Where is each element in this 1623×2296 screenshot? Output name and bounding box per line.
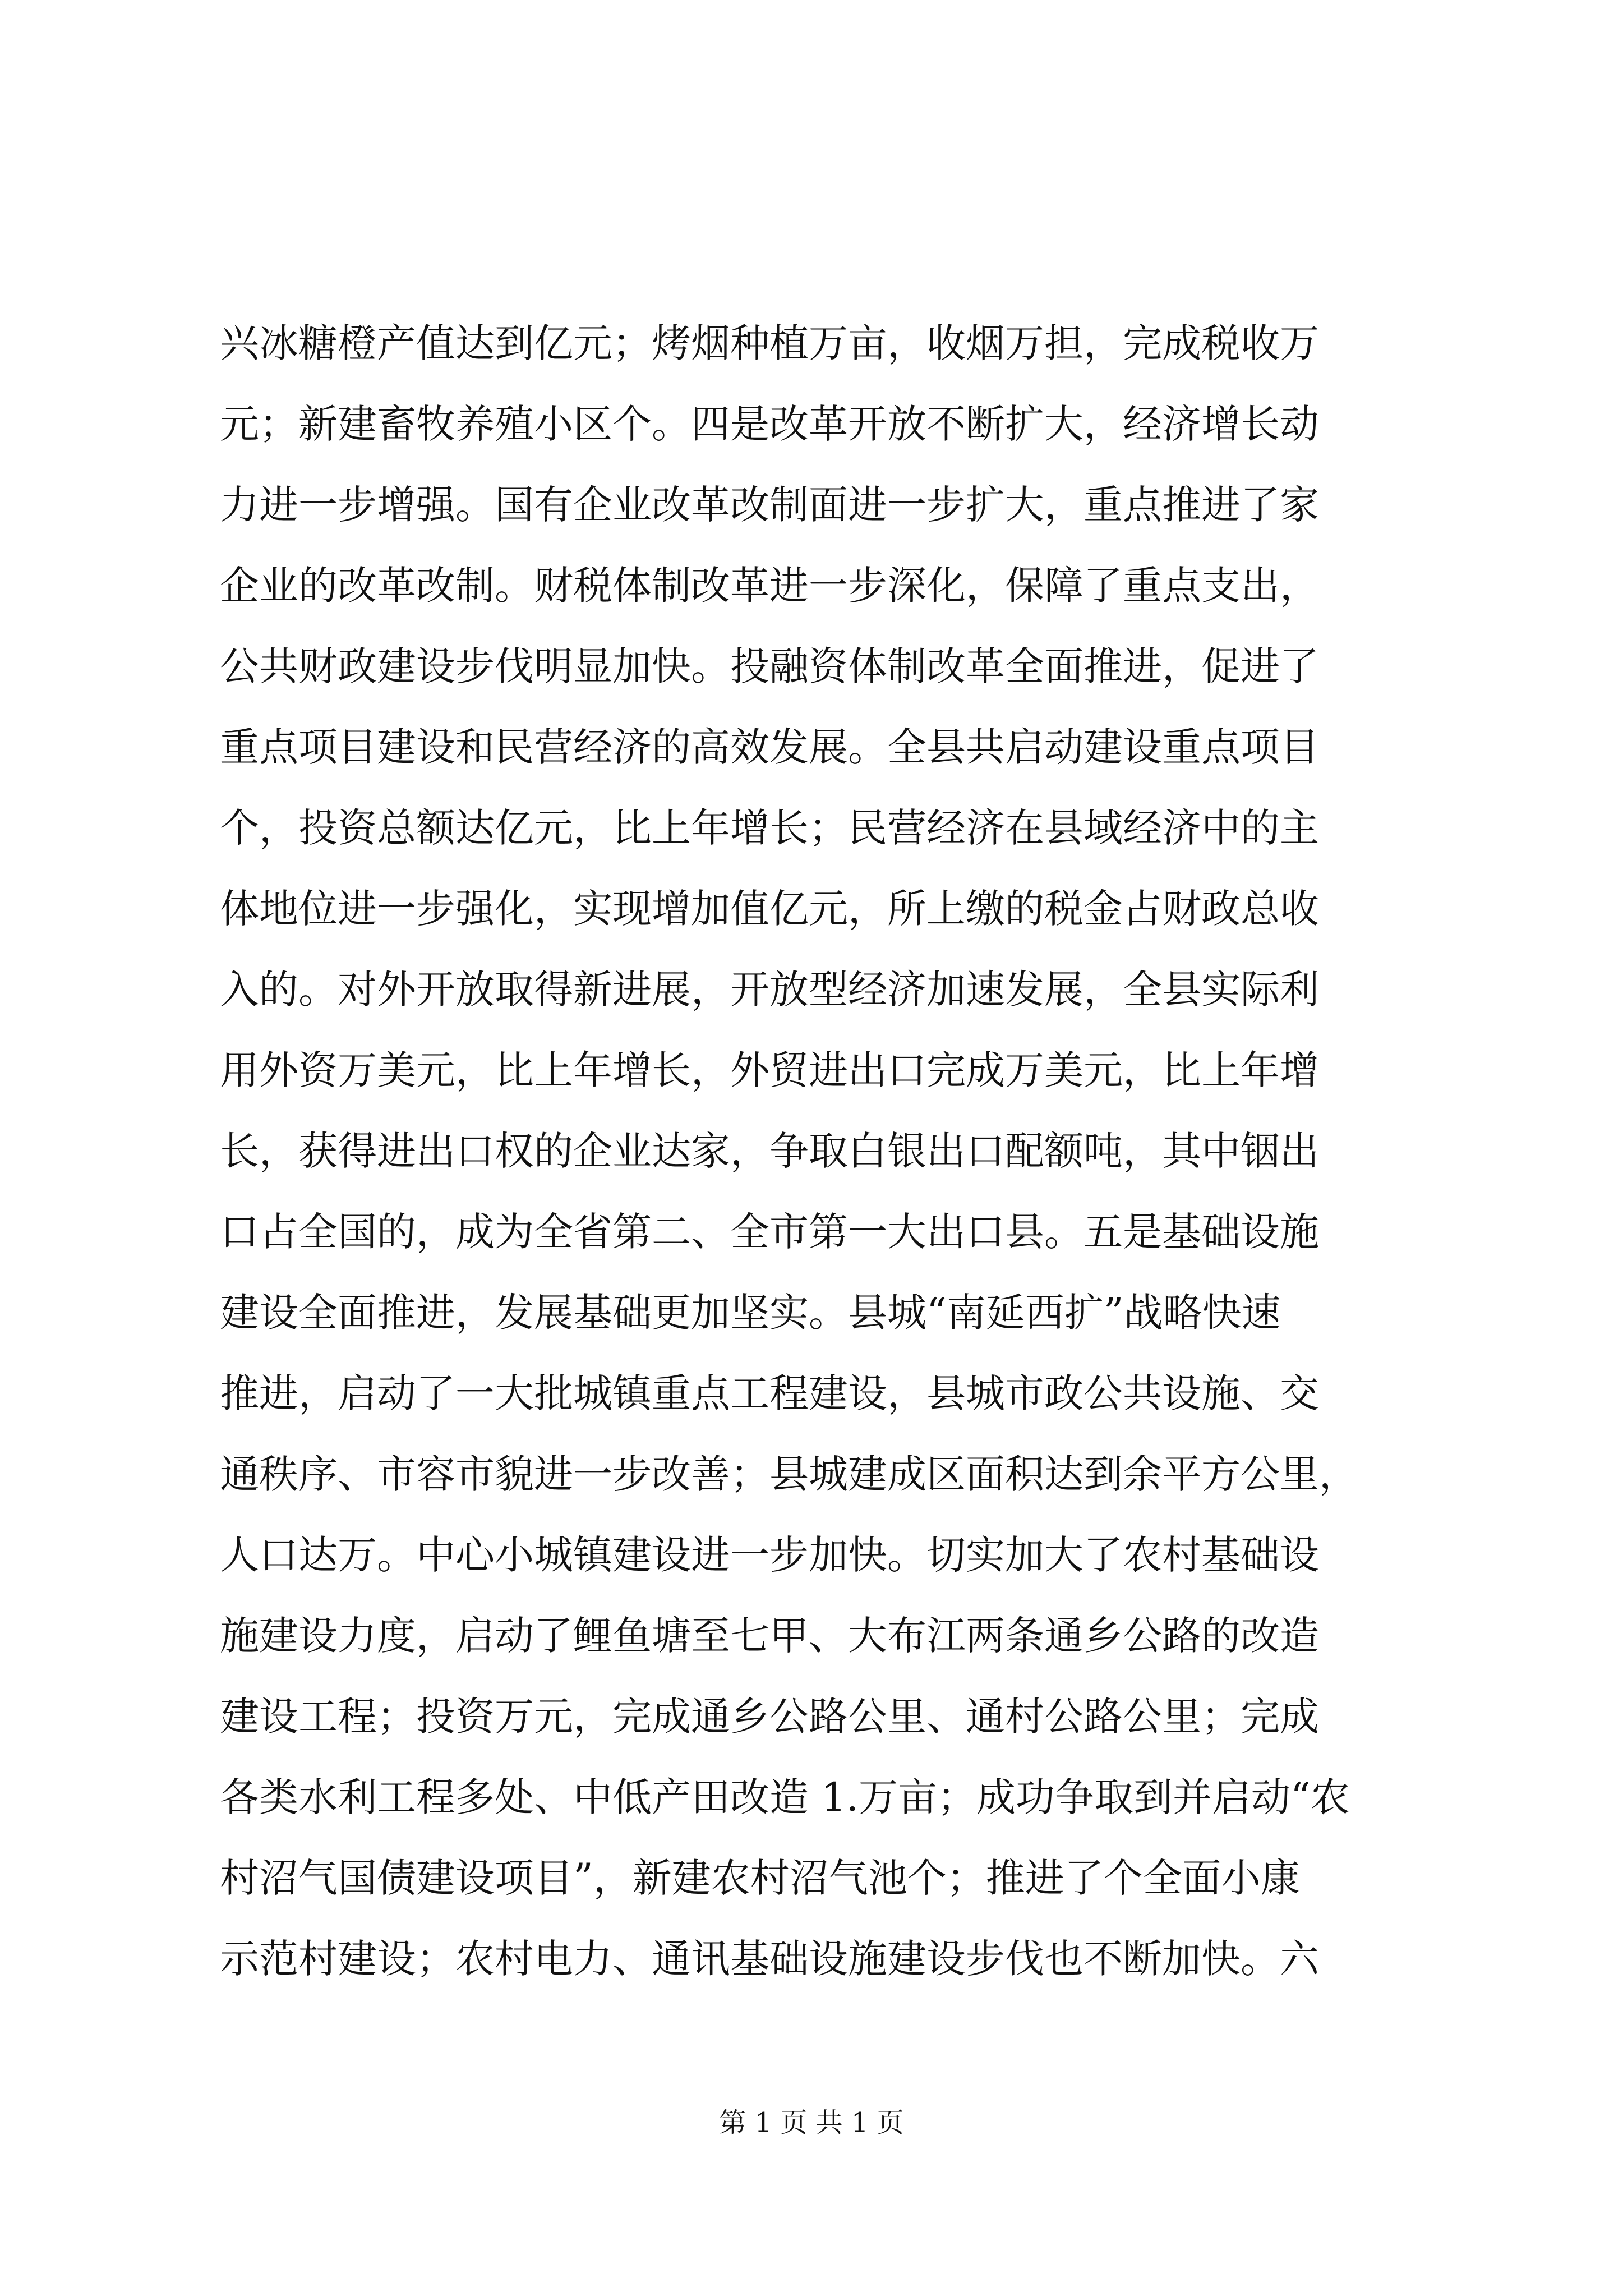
text-line: 企业的改革改制。财税体制改革进一步深化，保障了重点支出， — [220, 563, 1319, 609]
body-text — [220, 303, 1459, 1999]
text-line: 人口达万。中心小城镇建设进一步加快。切实加大了农村基础设 — [220, 1532, 1319, 1578]
text-line: 公共财政建设步伐明显加快。投融资体制改革全面推进，促进了 — [220, 643, 1319, 689]
text-line: 个，投资总额达亿元，比上年增长；民营经济在县域经济中的主 — [220, 805, 1319, 851]
text-line: 通秩序、市容市貌进一步改善；县城建成区面积达到余平方公里， — [220, 1451, 1358, 1497]
text-line: 各类水利工程多处、中低产田改造 1.万亩；成功争取到并启动“农 — [220, 1774, 1350, 1820]
text-line: 示范村建设；农村电力、通讯基础设施建设步伐也不断加快。六 — [220, 1936, 1319, 1982]
text-line: 村沼气国债建设项目”，新建农村沼气池个；推进了个全面小康 — [220, 1855, 1300, 1901]
page-number-footer: 第 1 页 共 1 页 — [719, 2107, 904, 2138]
text-line: 建设工程；投资万元，完成通乡公路公里、通村公路公里；完成 — [220, 1694, 1319, 1740]
text-line: 施建设力度，启动了鲤鱼塘至七甲、大布江两条通乡公路的改造 — [220, 1613, 1319, 1659]
text-line: 体地位进一步强化，实现增加值亿元，所上缴的税金占财政总收 — [220, 886, 1319, 932]
text-line: 入的。对外开放取得新进展，开放型经济加速发展，全县实际利 — [220, 967, 1319, 1013]
text-line: 重点项目建设和民营经济的高效发展。全县共启动建设重点项目 — [220, 724, 1319, 770]
text-line: 力进一步增强。国有企业改革改制面进一步扩大，重点推进了家 — [220, 482, 1319, 528]
text-line: 元；新建畜牧养殖小区个。四是改革开放不断扩大，经济增长动 — [220, 401, 1319, 447]
text-line: 长，获得进出口权的企业达家，争取白银出口配额吨，其中铟出 — [220, 1128, 1319, 1174]
text-line: 建设全面推进，发展基础更加坚实。县城“南延西扩”战略快速 — [220, 1290, 1281, 1336]
text-line: 用外资万美元，比上年增长，外贸进出口完成万美元，比上年增 — [220, 1047, 1319, 1093]
text-line: 口占全国的，成为全省第二、全市第一大出口县。五是基础设施 — [220, 1209, 1319, 1255]
text-line: 推进，启动了一大批城镇重点工程建设，县城市政公共设施、交 — [220, 1370, 1319, 1416]
text-line: 兴冰糖橙产值达到亿元；烤烟种植万亩，收烟万担，完成税收万 — [220, 320, 1319, 366]
